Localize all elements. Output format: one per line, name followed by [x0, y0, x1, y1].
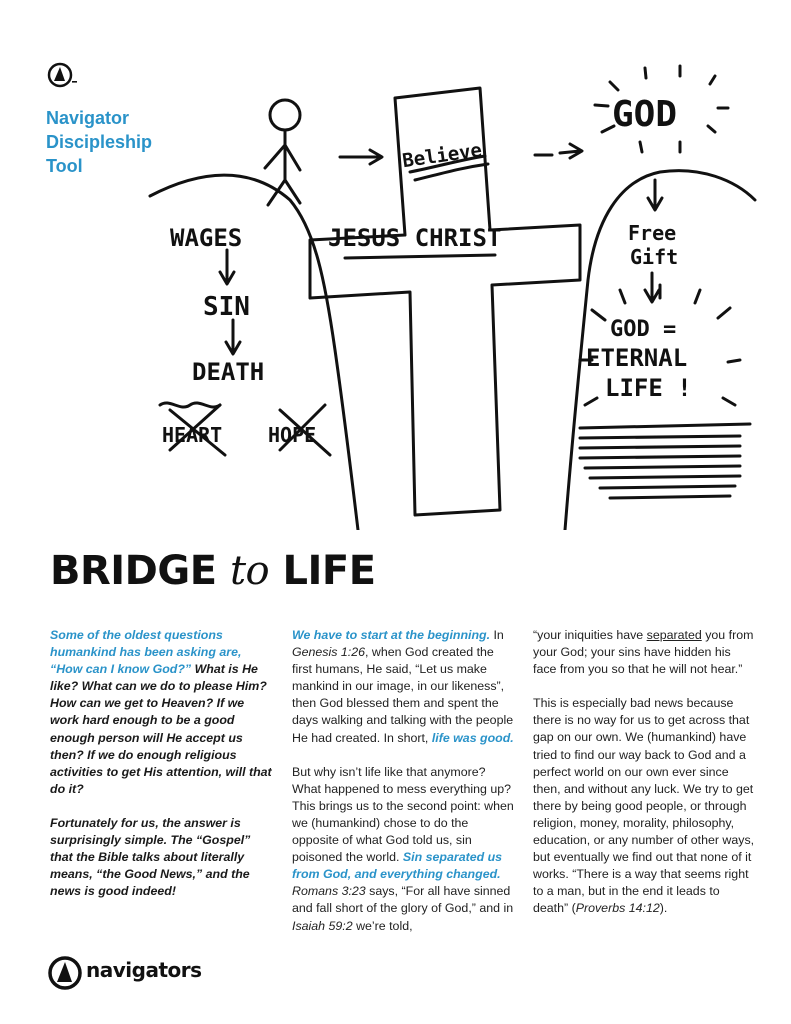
col3-text: you from your God; your sins have hidden his face from you so that he will not hear.”: [533, 628, 754, 677]
heading-life: LIFE: [269, 548, 376, 594]
wages-label: WAGES: [170, 224, 243, 252]
col2-text: , when God created the first humans, He said, “Let us make mankind in our image, in our likeness”, then God blessed them and spent the days walking and talking with the people He had created. In short,: [292, 645, 514, 745]
sin-label: SIN: [203, 292, 250, 322]
life-was-good: life was good.: [431, 730, 514, 745]
eternal-line-1: GOD =: [610, 317, 677, 342]
col2-text: we’re told,: [352, 918, 413, 933]
arrow-wages-sin: [220, 250, 234, 284]
arrow-sin-death: [226, 320, 240, 354]
eternal-base-lines: [580, 424, 750, 498]
arrow-god-gift: [648, 180, 662, 210]
proverbs-reference: Proverbs 14:12: [575, 901, 660, 916]
col3-text: “your iniquities have: [533, 628, 647, 642]
col2-text: But why isn’t life like that anymore? What happened to mess everything up? This brings us to the second point: when we (humankind) chose to do the opposite of what God told us, sin poisoned the world.: [292, 764, 514, 865]
arrow-to-cross: [340, 150, 382, 164]
tool-title-line-3: Tool: [46, 156, 83, 176]
page-heading: [50, 548, 376, 594]
footer-brand-name: navigators: [86, 958, 202, 982]
arrow-to-god: [535, 144, 582, 158]
col3-paragraph-1: [533, 627, 757, 678]
believe-label: Believe: [400, 139, 484, 173]
gift-label: Gift: [630, 245, 679, 269]
genesis-reference: Genesis 1:26: [292, 645, 366, 660]
col1-intro-question: Some of the oldest questions humankind has been asking are, “How can I know God?”: [50, 628, 242, 677]
col2-paragraph-2: [292, 764, 516, 935]
sin-separated: Sin separated us from God, and everything changed.: [292, 850, 503, 882]
heading-to: to: [229, 548, 270, 594]
col1-paragraph-1: [50, 627, 272, 798]
hope-label: HOPE: [268, 423, 317, 447]
romans-reference: Romans 3:23: [292, 884, 366, 899]
heading-bridge: BRIDGE: [50, 548, 230, 594]
arrow-gift-life: [645, 273, 659, 302]
col3-text: This is especially bad news because there is no way for us to get across that gap on our own. We (humankind) have tried to find our way back to God and a perfect world on our own ever since then, and without any luck. We try to get there by being good people, or through religion, money, morality, philosophy, education, or any number of other ways, but eventually we find out that none of it works. “There is a way that seems right to a man, but in the end it leads to death” (: [533, 696, 755, 916]
tool-title-line-1: Navigator: [46, 108, 130, 128]
free-label: Free: [628, 221, 677, 245]
jesus-underline: [345, 255, 495, 258]
col2-paragraph-1: [292, 627, 516, 747]
col3-text: ).: [659, 901, 668, 916]
bridge-illustration: [140, 60, 760, 530]
god-label: GOD: [612, 94, 678, 135]
tool-title-line-2: Discipleship: [46, 132, 153, 152]
heart-squiggle: [160, 403, 220, 407]
eternal-line-2: ETERNAL: [586, 344, 688, 372]
eternal-line-3: LIFE !: [605, 374, 692, 402]
stick-figure-head: [270, 100, 300, 130]
column-2: [292, 627, 516, 952]
column-1: [50, 627, 272, 917]
jesus-christ-label: JESUS CHRIST: [328, 224, 502, 252]
separated-underlined: separated: [646, 628, 702, 642]
col2-lead: We have to start at the beginning.: [292, 628, 491, 642]
col3-paragraph-2: [533, 695, 757, 917]
isaiah-reference: Isaiah 59:2: [292, 918, 353, 933]
col2-text: In: [490, 628, 504, 642]
heart-label: HEART: [162, 423, 223, 447]
navigators-small-logo-icon: [46, 61, 80, 89]
column-3: [533, 627, 757, 935]
death-label: DEATH: [192, 358, 265, 386]
col1-p1-rest: What is He like? What can we do to please Him? How can we get to Heaven? If we work hard enough to be a good enough person will He accept us then? If we do enough religious activities to get His attention, will that do it?: [50, 662, 272, 796]
col1-paragraph-2: Fortunately for us, the answer is surprisingly simple. The “Gospel” that the Bible talks about literally means, “the Good News,” and the news is good indeed!: [50, 815, 251, 899]
col2-text: says, “For all have sinned and fall short of the glory of God,” and in: [292, 884, 514, 916]
